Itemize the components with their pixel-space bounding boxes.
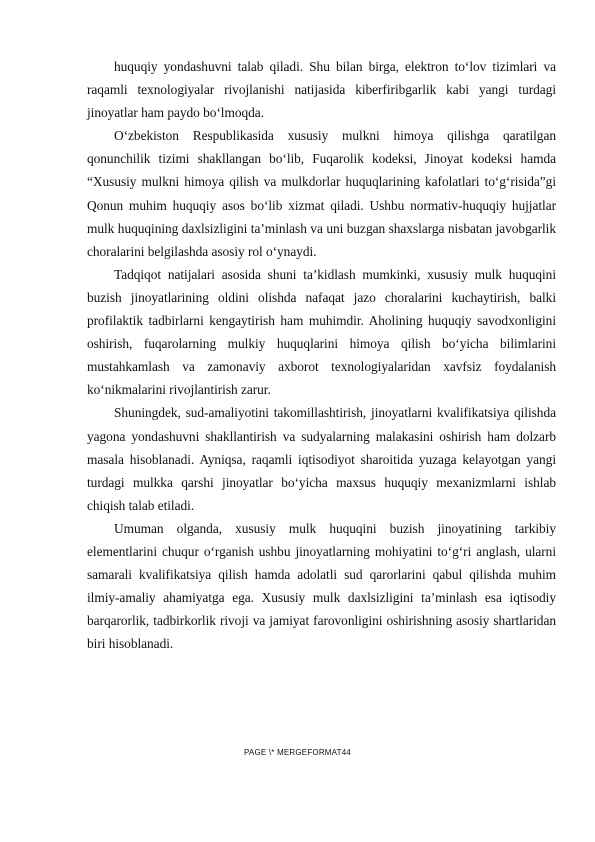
paragraph-1: huquqiy yondashuvni talab qiladi. Shu bilan birga, elektron to‘lov tizimlari va raqamli texnologiyalar rivojlanishi natijasida kiberfiribgarlik kabi yangi turdagi jinoyatlar ham paydo bo‘lmoqda.	[87, 59, 556, 121]
paragraph-2: O‘zbekiston Respublikasida xususiy mulkni himoya qilishga qaratilgan qonunchilik tizimi shakllangan bo‘lib, Fuqarolik kodeksi, Jinoyat kodeksi hamda “Xususiy mulkni himoya qilish va mulkdorlar huquqlarining kafolatlari to‘g‘risida”gi Qonun muhim huquqiy asos bo‘lib xizmat qiladi. Ushbu normativ-huquqiy hujjatlar mulk huquqining daxlsizligini ta’minlash va uni buzgan shaxslarga nisbatan javobgarlik choralarini belgilashda asosiy rol o‘ynaydi.	[87, 128, 556, 259]
paragraph-5: Umuman olganda, xususiy mulk huquqini buzish jinoyatining tarkibiy elementlarini chuqur o‘rganish ushbu jinoyatlarning mohiyatini to‘g‘ri anglash, ularni samarali kvalifikatsiya qilish hamda adolatli sud qarorlarini qabul qilishda muhim ilmiy-amaliy ahamiyatga ega. Xususiy mulk daxlsizligini ta’minlash esa iqtisodiy barqarorlik, tadbirkorlik rivoji va jamiyat farovonligini oshirishning asosiy shartlaridan biri hisoblanadi.	[87, 520, 556, 652]
paragraph-3: Tadqiqot natijalari asosida shuni ta’kidlash mumkinki, xususiy mulk huquqini buzish jinoyatlarining oldini olishda nafaqat jazo choralarini kuchaytirish, balki profilaktik tadbirlarni kengaytirish ham muhimdir. Aholining huquqiy savodxonligini oshirish, fuqarolarning mulkiy huquqlarini himoya qilish bo‘yicha bilimlarini mustahkamlash va zamonaviy axborot texnologiyalaridan xavfsiz foydalanish ko‘nikmalarini rivojlantirish zarur.	[87, 266, 556, 398]
body-text	[87, 55, 556, 655]
page-footer-field: PAGE \* MERGEFORMAT44	[243, 748, 352, 757]
paragraph-4: Shuningdek, sud-amaliyotini takomillashtirish, jinoyatlarni kvalifikatsiya qilishda yagona yondashuvni shakllantirish va sudyalarning malakasini oshirish ham dolzarb masala hisoblanadi. Ayniqsa, raqamli iqtisodiyot sharoitida yuzaga kelayotgan yangi turdagi mulkka qarshi jinoyatlar bo‘yicha maxsus huquqiy mexanizmlarni ishlab chiqish talab etiladi.	[87, 405, 556, 513]
